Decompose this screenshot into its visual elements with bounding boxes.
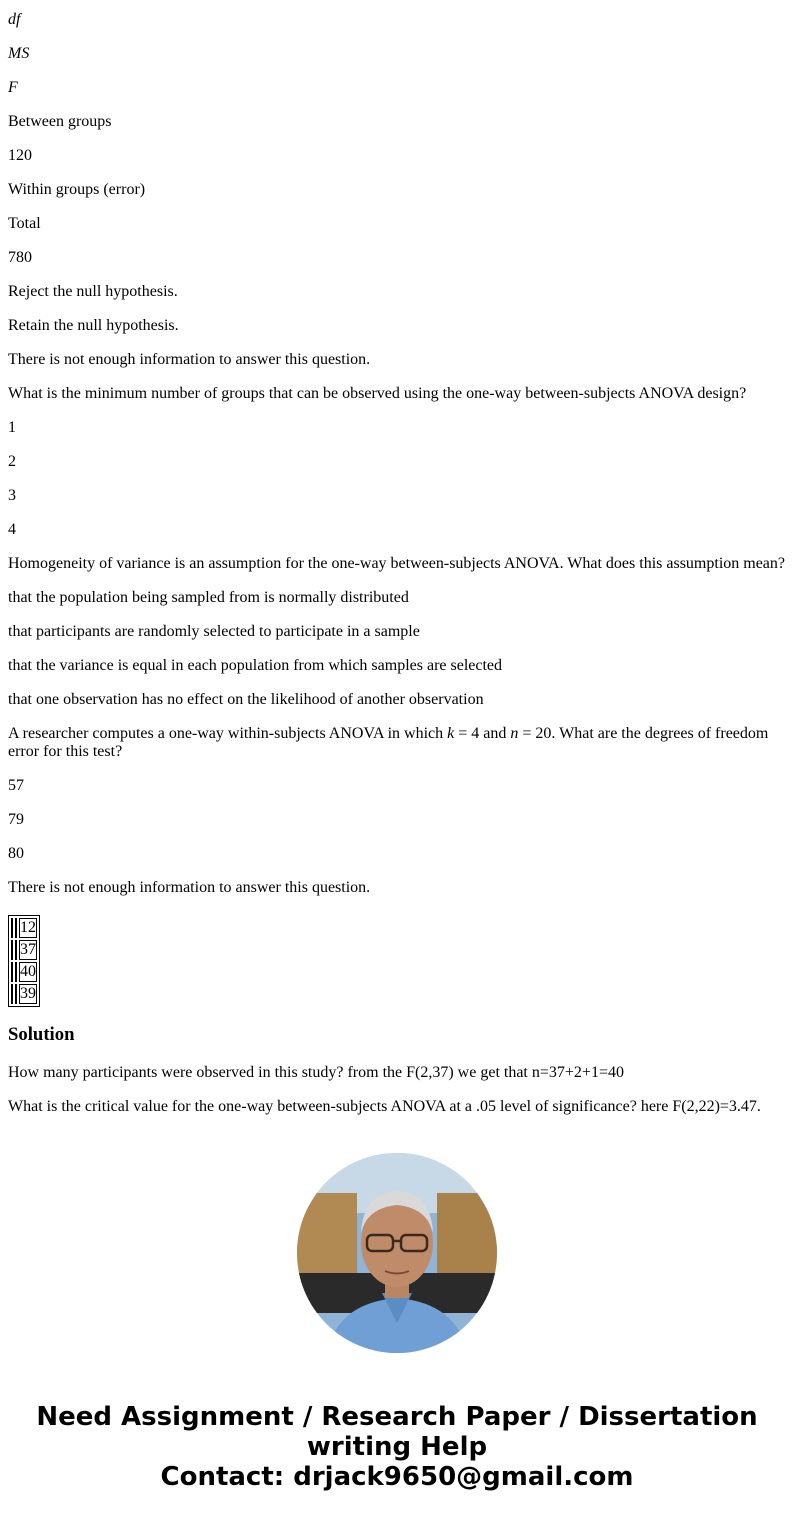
anova-header-df: df: [8, 11, 21, 28]
option-homogeneity-normal: that the population being sampled from is normally distributed: [8, 589, 409, 606]
answer-cell-value: 37: [20, 941, 36, 958]
author-avatar: [297, 1153, 497, 1353]
answer-cell-empty: [15, 962, 17, 982]
anova-row-between-value: 120: [8, 147, 32, 164]
person-photo-icon: [297, 1153, 497, 1353]
option-df-57: 57: [8, 777, 24, 794]
promo-line-2: writing Help: [306, 1432, 488, 1462]
anova-row-total-label: Total: [8, 215, 41, 232]
anova-row-total-value: 780: [8, 249, 32, 266]
answer-row: [11, 918, 37, 938]
answer-cell-empty: [11, 984, 13, 1004]
option-reject-null: Reject the null hypothesis.: [8, 283, 178, 300]
question-text-part: = 20. What are the degrees of freedom error for this test?: [8, 725, 769, 760]
anova-row-between-label: Between groups: [8, 113, 112, 130]
option-df-79: 79: [8, 811, 24, 828]
option-df-not-enough-info: There is not enough information to answer this question.: [8, 879, 371, 896]
option-groups-4: 4: [8, 521, 16, 538]
question-min-groups: What is the minimum number of groups that can be observed using the one-way between-subjects ANOVA design?: [8, 385, 747, 402]
anova-header-f: F: [8, 79, 18, 96]
promo-banner: [0, 1402, 794, 1492]
variable-k: k: [447, 725, 455, 742]
solution-heading: Solution: [8, 1024, 75, 1045]
question-text-part: = 4 and: [454, 725, 511, 742]
answer-cell-empty: [11, 918, 13, 938]
question-homogeneity: Homogeneity of variance is an assumption for the one-way between-subjects ANOVA. What does this assumption mean?: [8, 555, 786, 572]
answer-cell-value: 39: [20, 985, 36, 1002]
answer-cell-empty: [15, 940, 17, 960]
answer-row: [11, 984, 37, 1004]
option-homogeneity-independence: that one observation has no effect on the likelihood of another observation: [8, 691, 484, 708]
answer-cell-empty: [15, 918, 17, 938]
promo-line-1: Need Assignment / Research Paper / Dissertation: [36, 1402, 758, 1432]
question-text-part: A researcher computes a one-way within-subjects ANOVA in which: [8, 725, 448, 742]
variable-n: n: [510, 725, 519, 742]
question-within-subjects-df: [8, 725, 786, 761]
option-homogeneity-equal-variance: that the variance is equal in each population from which samples are selected: [8, 657, 503, 674]
option-not-enough-info: There is not enough information to answer this question.: [8, 351, 371, 368]
option-df-80: 80: [8, 845, 24, 862]
answer-cell-value: 40: [20, 963, 36, 980]
option-groups-2: 2: [8, 453, 16, 470]
solution-participants: How many participants were observed in this study? from the F(2,37) we get that n=37+2+1=40: [8, 1064, 624, 1081]
anova-row-within-label: Within groups (error): [8, 181, 146, 198]
answer-cell-empty: [11, 940, 13, 960]
answer-row: [11, 962, 37, 982]
answer-table: [8, 915, 40, 1007]
solution-critical-value: What is the critical value for the one-way between-subjects ANOVA at a .05 level of significance? here F(2,22)=3.47.: [8, 1098, 761, 1115]
answer-cell-empty: [11, 962, 13, 982]
promo-contact: Contact: drjack9650@gmail.com: [160, 1462, 634, 1492]
option-groups-1: 1: [8, 419, 16, 436]
answer-cell-value: 12: [20, 919, 36, 936]
option-retain-null: Retain the null hypothesis.: [8, 317, 179, 334]
anova-header-ms: MS: [8, 45, 30, 62]
answer-row: [11, 940, 37, 960]
answer-cell-empty: [15, 984, 17, 1004]
option-homogeneity-random: that participants are randomly selected to participate in a sample: [8, 623, 420, 640]
option-groups-3: 3: [8, 487, 16, 504]
